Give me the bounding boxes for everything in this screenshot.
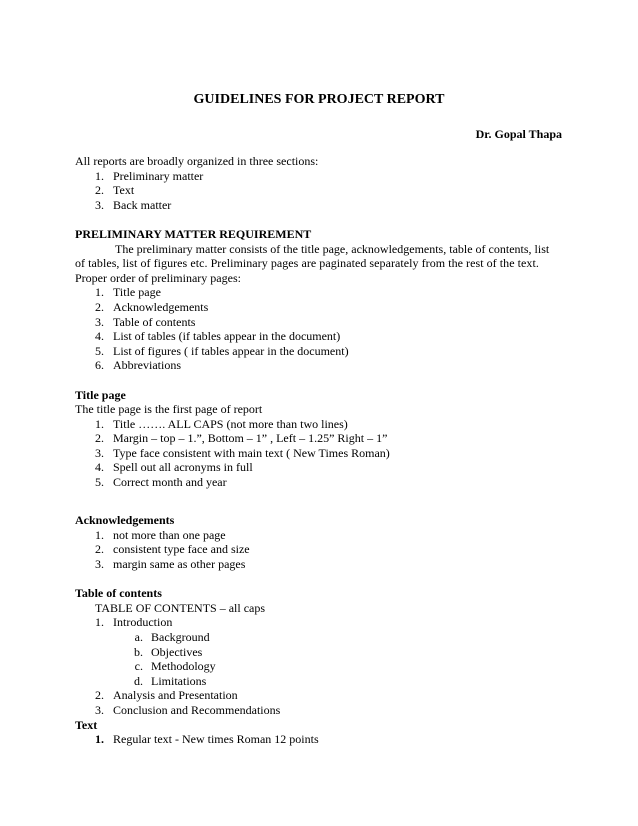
list-item: 2. Acknowledgements [95, 299, 209, 314]
section-heading-text: Text [75, 717, 98, 732]
toc-subheading: TABLE OF CONTENTS – all caps [95, 600, 266, 615]
list-item: 1. Introduction [95, 615, 173, 630]
list-item: 3. Back matter [95, 197, 172, 212]
list-item: 4. Spell out all acronyms in full [95, 460, 253, 475]
list-item: 2. Analysis and Presentation [95, 688, 238, 703]
section-heading-title-page: Title page [75, 387, 126, 402]
list-item: 3. Type face consistent with main text ( New Times Roman) [95, 445, 390, 460]
list-item: 3. Conclusion and Recommendations [95, 702, 281, 717]
author-name: Dr. Gopal Thapa [475, 127, 562, 141]
list-item: 2. Margin – top – 1.”, Bottom – 1” , Left – 1.25” Right – 1” [95, 431, 388, 446]
list-item: 2. consistent type face and size [95, 542, 250, 557]
list-item: 1. Title page [95, 285, 161, 300]
document-title: GUIDELINES FOR PROJECT REPORT [193, 92, 445, 107]
paragraph-line: The preliminary matter consists of the title page, acknowledgements, table of contents, list [115, 241, 550, 256]
section-heading-acknowledgements: Acknowledgements [75, 513, 175, 528]
list-item: 1. Preliminary matter [95, 168, 204, 183]
list-item: 3. margin same as other pages [95, 557, 246, 572]
list-item: 6. Abbreviations [95, 358, 181, 373]
paragraph-line: The title page is the first page of report [75, 402, 263, 417]
list-item: 5. List of figures ( if tables appear in the document) [95, 343, 349, 358]
list-item: 4. List of tables (if tables appear in the document) [95, 329, 341, 344]
list-item: 5. Correct month and year [95, 475, 227, 490]
list-item: 1. not more than one page [95, 527, 226, 542]
section-heading-preliminary: PRELIMINARY MATTER REQUIREMENT [75, 226, 312, 241]
list-item: 3. Table of contents [95, 314, 196, 329]
list-item: 1. Regular text - New times Roman 12 points [95, 732, 319, 747]
list-item: b. Objectives [134, 644, 203, 659]
paragraph-line: of tables, list of figures etc. Preliminary pages are paginated separately from the rest of the text. [75, 256, 539, 271]
paragraph-line: Proper order of preliminary pages: [75, 270, 241, 285]
section-heading-toc: Table of contents [75, 586, 162, 601]
list-item: d. Limitations [134, 673, 207, 688]
intro-text: All reports are broadly organized in three sections: [75, 154, 319, 168]
list-item: 1. Title ……. ALL CAPS (not more than two lines) [95, 416, 348, 431]
list-item: a. Background [134, 630, 210, 644]
list-item: 2. Text [95, 183, 135, 198]
list-item: c. Methodology [134, 659, 216, 674]
document-body [75, 154, 563, 747]
